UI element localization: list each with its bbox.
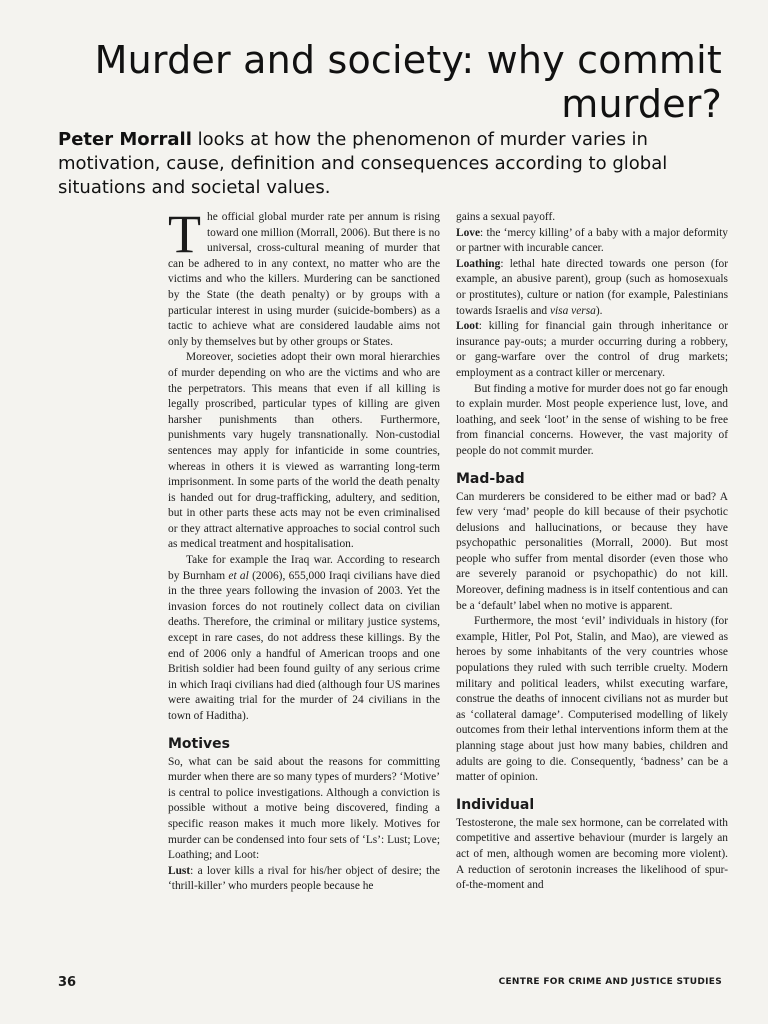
right-column [456, 210, 728, 894]
paragraph-lust [168, 864, 440, 895]
intro-text: he official global murder rate per annum is rising toward one million (Morrall, 2006). But there is no universal, cross-cultural meaning of murder that can be adhered to in any context, no matter who are the victims and who the killers. Murdering can be sanctioned by the State (the death penalty) or by groups with a particular interest in using murder (suicide-bombers) as a tactic to achieve what are considered laudable aims not only by themselves but by other groups or States. [168, 211, 440, 348]
loot-text: : killing for financial gain through inheritance or insurance pay-outs; a murder occurring during a robbery, or gang-warfare over the control of drug markets; employment as a contract killer or mercenary. [456, 320, 728, 379]
intro-paragraph [168, 204, 440, 350]
heading-mad-bad: Mad-bad [456, 470, 525, 487]
loathing-end: ). [595, 304, 603, 317]
paragraph-loathing [456, 257, 728, 319]
lust-text: : a lover kills a rival for his/her object of desire; the ‘thrill-killer’ who murders people because he [168, 864, 440, 893]
love-label: Love [456, 226, 481, 239]
author-name: Peter Morrall [58, 129, 192, 150]
paragraph-loot [456, 319, 728, 381]
paragraph-iraq-war [168, 553, 440, 725]
loathing-label: Loathing [456, 257, 501, 270]
paragraph-mad-bad: Can murderers be considered to be either mad or bad? A few very ‘mad’ people do kill because of their psychotic delusions and hallucinations, or because they have psychopathic personalities (Morrall, 2000). But most people who suffer from mental disorder (even those who are severely paranoid or psychopathic) do not kill. Moreover, defining madness is in itself contentious and can be a ‘default’ label when no motive is apparent. [456, 490, 728, 612]
lust-label: Lust [168, 864, 191, 877]
love-text: : the ‘mercy killing’ of a baby with a major deformity or partner with incurable cancer. [456, 226, 728, 255]
standfirst-text: looks at how the phenomenon of murder varies in motivation, cause, definition and consequences according to global situations and societal values. [58, 129, 668, 198]
journal-name: CENTRE FOR CRIME AND JUSTICE STUDIES [498, 977, 722, 987]
left-column [168, 204, 441, 895]
article-standfirst [58, 128, 722, 200]
paragraph-moral-hierarchies: Moreover, societies adopt their own moral hierarchies of murder depending on who are the victims and who are the perpetrators. This means that even if all killing is legally proscribed, particular types of killing are given harsher punishments than others. Furthermore, punishments vary hugely transnationally. Non-custodial sentences may apply for infanticide in some countries, whereas in others it is viewed as warranting long-term imprisonment. In some parts of the world the death penalty is handed out for drug-trafficking, adultery, and sedition, but in other parts these acts may not be even criminalised or they attract alternative approaches to social control such as medical treatment and hospitalisation. [168, 351, 440, 551]
loathing-text: : lethal hate directed towards one person (for example, an abusive parent), group (such as homosexuals or prostitutes), culture or nation (for example, Palestinians towards Israelis and [456, 257, 728, 317]
visa-versa: visa versa [549, 304, 596, 317]
paragraph-motives: So, what can be said about the reasons for committing murder when there are so many types of murders? ‘Motive’ is central to police investigations. Although a conviction is possible without a motive being discovered, finding a specific reason makes it much more likely. Motives for murder can be condensed into four sets of ‘Ls’: Lust; Love; Loathing; and Loot: [168, 755, 440, 862]
paragraph-motive-insufficient: But finding a motive for murder does not go far enough to explain murder. Most people experience lust, love, and loathing, and seek ‘loot’ in the sense of wishing to be free from financial concerns. However, the vast majority of people do not commit murder. [456, 382, 728, 457]
iraq-text-a: Take for example the Iraq war. According to research by Burnham [168, 554, 440, 582]
heading-individual: Individual [456, 796, 535, 813]
loot-label: Loot [456, 320, 479, 333]
paragraph-individual: Testosterone, the male sex hormone, can be correlated with competitive and assertive behaviour (murder is largely an act of men, although women are becoming more violent). A reduction of serotonin increases the likelihood of spur-of-the-moment and [456, 816, 728, 892]
paragraph-lust-continued: gains a sexual payoff. [456, 211, 556, 223]
et-al: et al [228, 569, 249, 582]
paragraph-evil-individuals: Furthermore, the most ‘evil’ individuals in history (for example, Hitler, Pol Pot, Stalin, and Mao), are viewed as heroes by some inhabitants of the very countries whose populations they ruled with such terrible cruelty. Modern military and political leaders, whilst executing warfare, construe the deaths of innocent civilians not as murder but as ‘collateral damage’. Computerised modelling of likely outcomes from their lethal interventions inform them at the planning stage about just how many babies, children and adults are going to die. Consequently, ‘badness’ can be a matter of opinion. [456, 615, 728, 784]
heading-motives: Motives [168, 735, 230, 752]
drop-cap: T [168, 204, 201, 264]
page-number: 36 [58, 975, 77, 990]
article-title: Murder and society: why commit murder? [94, 38, 722, 126]
paragraph-love [456, 226, 728, 257]
iraq-text-b: (2006), 655,000 Iraqi civilians have died in the three years following the invasion of 2003. Yet the invasion forces do not routinely collect data on civilian deaths. Therefore, the criminal or military justice systems, except in rare cases, do not address these killings. By the end of 2006 only a handful of American troops and one British soldier had been found guilty of any serious crime in which Iraqi civilians had died (although four US marines were awaiting trial for the murder of 24 civilians in the town of Haditha). [168, 569, 441, 722]
page-footer [58, 975, 722, 993]
